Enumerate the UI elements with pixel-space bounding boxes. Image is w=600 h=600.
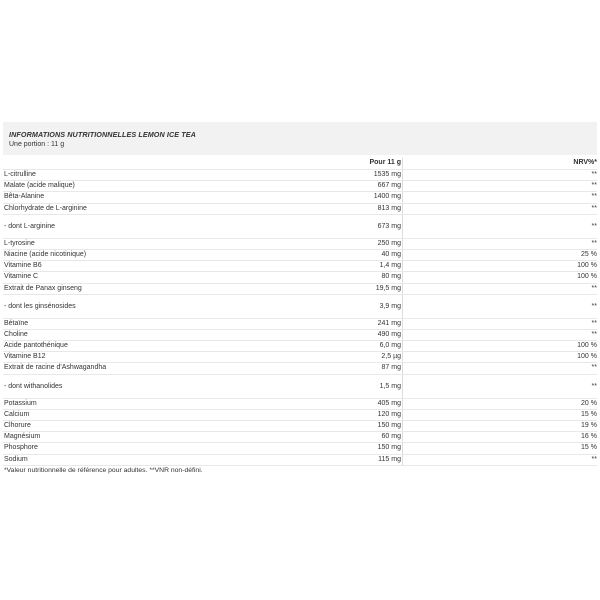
nutrient-name: Vitamine C — [4, 273, 39, 281]
nutrient-amount: 115 mg — [378, 455, 401, 463]
nutrient-nrv: ** — [591, 364, 597, 372]
nutrient-nrv: ** — [591, 319, 597, 327]
table-row — [3, 319, 597, 330]
table-row — [3, 421, 597, 432]
nutrient-amount: 6,0 mg — [379, 342, 401, 350]
nutrient-amount: 40 mg — [381, 250, 401, 258]
table-row — [3, 443, 597, 454]
nutrient-name: L-citrulline — [4, 171, 36, 178]
nutrient-amount: 673 mg — [377, 222, 401, 230]
portion-size: Une portion : 11 g — [9, 141, 65, 148]
nutrient-nrv: 15 % — [581, 444, 597, 452]
nutrient-name: Bêta-Alanine — [4, 193, 45, 201]
nutrition-table — [3, 158, 597, 466]
table-row — [3, 410, 597, 421]
nutrient-amount: 1,5 mg — [379, 382, 401, 390]
nutrient-name: Magnésium — [4, 433, 41, 441]
footnote: *Valeur nutritionnelle de référence pour adultes. **VNR non-défini. — [4, 466, 203, 474]
nutrient-nrv: 19 % — [581, 422, 597, 429]
nutrient-name: Malate (acide malique) — [4, 182, 75, 190]
nutrient-nrv: 25 % — [581, 250, 597, 258]
column-header-amount: Pour 11 g — [369, 159, 401, 166]
nutrient-amount: 80 mg — [381, 273, 401, 281]
table-row — [3, 399, 597, 410]
nutrient-nrv: ** — [591, 222, 597, 230]
table-row — [3, 295, 597, 319]
nutrient-nrv: ** — [591, 182, 597, 190]
nutrient-nrv: ** — [591, 302, 597, 310]
table-row — [3, 330, 597, 341]
nutrient-name: Clhorure — [4, 422, 31, 429]
nutrient-amount: 1535 mg — [373, 171, 401, 178]
nutrient-nrv: ** — [591, 171, 597, 178]
table-row — [3, 284, 597, 295]
nutrient-amount: 150 mg — [377, 444, 401, 452]
nutrient-name: Acide pantothénique — [4, 342, 68, 350]
nutrient-nrv: ** — [591, 239, 597, 247]
nutrient-amount: 120 mg — [377, 410, 401, 418]
nutrient-name: - dont withanolides — [4, 382, 63, 390]
table-row — [3, 239, 597, 250]
nutrient-amount: 813 mg — [377, 204, 401, 212]
nutrient-name: Vitamine B6 — [4, 262, 42, 270]
table-header-row — [3, 158, 597, 170]
nutrient-name: Calcium — [4, 410, 30, 418]
nutrition-panel — [3, 122, 597, 476]
nutrient-name: Choline — [4, 330, 28, 338]
nutrient-amount: 87 mg — [381, 364, 401, 372]
nutrient-name: Potassium — [4, 399, 37, 407]
nutrient-nrv: ** — [591, 330, 597, 338]
nutrient-name: L-tyrosine — [4, 239, 35, 247]
nutrient-amount: 667 mg — [377, 182, 401, 190]
nutrient-amount: 1,4 mg — [379, 262, 401, 270]
nutrient-name: Vitamine B12 — [4, 353, 46, 361]
nutrient-name: Extrait de Panax ginseng — [4, 284, 82, 292]
table-row — [3, 170, 597, 181]
nutrient-name: Sodium — [4, 455, 28, 463]
table-row — [3, 375, 597, 399]
table-row — [3, 261, 597, 272]
table-row — [3, 432, 597, 443]
nutrient-amount: 19,5 mg — [375, 284, 401, 292]
nutrient-amount: 60 mg — [381, 433, 401, 441]
nutrient-name: Phosphore — [4, 444, 38, 452]
nutrient-nrv: 100 % — [577, 262, 597, 270]
nutrient-nrv: ** — [591, 204, 597, 212]
table-row — [3, 272, 597, 283]
nutrient-amount: 1400 mg — [373, 193, 401, 201]
nutrition-header — [3, 122, 597, 155]
nutrient-nrv: ** — [591, 284, 597, 292]
table-row — [3, 455, 597, 466]
column-header-nrv: NRV%* — [573, 159, 597, 166]
nutrient-nrv: 15 % — [581, 410, 597, 418]
nutrient-amount: 3,9 mg — [379, 302, 401, 310]
table-row — [3, 341, 597, 352]
nutrient-name: Niacine (acide nicotinique) — [4, 250, 87, 258]
nutrient-amount: 2,5 µg — [381, 353, 401, 361]
nutrient-amount: 150 mg — [377, 422, 401, 429]
table-row — [3, 363, 597, 374]
nutrient-nrv: 100 % — [577, 273, 597, 281]
nutrient-nrv: 20 % — [581, 399, 597, 407]
table-row — [3, 181, 597, 192]
nutrient-amount: 241 mg — [377, 319, 401, 327]
nutrition-title: INFORMATIONS NUTRITIONNELLES LEMON ICE TEA — [9, 130, 196, 139]
nutrient-name: Extrait de racine d'Ashwagandha — [4, 364, 107, 372]
nutrient-amount: 250 mg — [377, 239, 401, 247]
nutrient-amount: 405 mg — [377, 399, 401, 407]
nutrient-name: - dont les ginsénosides — [4, 302, 76, 310]
nutrient-amount: 490 mg — [377, 330, 401, 338]
table-row — [3, 352, 597, 363]
nutrient-nrv: ** — [591, 193, 597, 201]
nutrient-nrv: ** — [591, 455, 597, 463]
table-row — [3, 215, 597, 239]
nutrient-nrv: 16 % — [581, 433, 597, 441]
table-row — [3, 192, 597, 203]
table-row — [3, 204, 597, 215]
nutrient-nrv: 100 % — [577, 342, 597, 350]
nutrient-nrv: ** — [591, 382, 597, 390]
table-row — [3, 250, 597, 261]
nutrient-nrv: 100 % — [577, 353, 597, 361]
nutrient-name: - dont L-arginine — [4, 222, 55, 230]
nutrient-name: Bétaïne — [4, 319, 29, 327]
nutrient-name: Chlorhydrate de L-arginine — [4, 204, 87, 212]
